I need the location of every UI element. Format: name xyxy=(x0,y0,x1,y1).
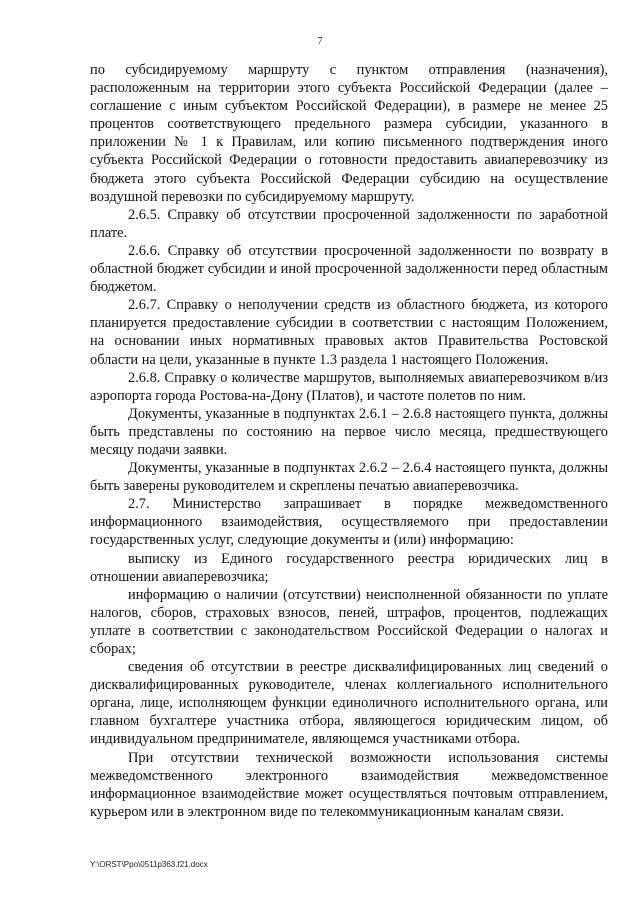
paragraph: 2.7. Министерство запрашивает в порядке межведомственного информационного взаимодействия, осуществляемого при предоставлении государственных услуг, следующие документы и (или) информацию: xyxy=(90,496,608,549)
paragraph: Документы, указанные в подпунктах 2.6.2 – 2.6.4 настоящего пункта, должны быть заверены руководителем и скреплены печатью авиаперевозчика. xyxy=(90,460,608,495)
paragraph: выписку из Единого государственного реестра юридических лиц в отношении авиаперевозчика; xyxy=(90,550,608,585)
paragraph: 2.6.6. Справку об отсутствии просроченной задолженности по возврату в областной бюджет субсидии и иной просроченной задолженности перед областным бюджетом. xyxy=(90,242,608,296)
paragraph: 2.6.8. Справку о количестве маршрутов, выполняемых авиаперевозчиком в/из аэропорта города Ростова-на-Дону (Платов), и частоте полетов по ним. xyxy=(90,369,608,404)
paragraph: Документы, указанные в подпунктах 2.6.1 – 2.6.8 настоящего пункта, должны быть представлены по состоянию на первое число месяца, предшествующего месяцу подачи заявки. xyxy=(90,405,608,458)
paragraph: информацию о наличии (отсутствии) неисполненной обязанности по уплате налогов, сборов, страховых взносов, пеней, штрафов, процентов, подлежащих уплате в соответствии с законодательством Российской Федерации о налогах и сборах; xyxy=(90,586,608,657)
paragraph: При отсутствии технической возможности использования системы межведомственного электронного взаимодействия межведомственное информационное взаимодействие может осуществляться почтовым отправлением, курьером или в электронном виде по телекоммуникационным каналам связи. xyxy=(90,749,608,820)
page-number: 7 xyxy=(317,36,323,47)
paragraph: по субсидируемому маршруту с пунктом отправления (назначения), расположенным на территории этого субъекта Российской Федерации (далее – соглашение с иным субъектом Российской Федерации), в размере не менее 25 процентов соответствующего предельного размера субсидии, указанного в приложении № 1 к Правилам, или копию письменного подтверждения иного субъекта Российской Федерации о готовности предоставить авиаперевозчику из бюджета этого субъекта Российской Федерации субсидию на осуществление воздушной перевозки по субсидируемому маршруту. xyxy=(90,62,608,205)
paragraph: 2.6.7. Справку о неполучении средств из областного бюджета, из которого планируется предоставление субсидии в соответствии с настоящим Положением, на основании иных нормативных правовых актов Правительства Ростовской области на цели, указанные в пункте 1.3 раздела 1 настоящего Положения. xyxy=(90,297,608,368)
file-path-footer: Y:\ORST\Ppo\0511p363.f21.docx xyxy=(90,860,208,869)
document-body xyxy=(90,61,608,821)
paragraph: сведения об отсутствии в реестре дисквалифицированных лиц сведений о дисквалифицированных руководителе, членах коллегиального исполнительного органа, лице, исполняющем функции единоличного исполнительного органа, или главном бухгалтере участника отбора, являющегося юридическим лицом, об индивидуальном предпринимателе, являющемся участниками отбора. xyxy=(90,659,608,748)
paragraph: 2.6.5. Справку об отсутствии просроченной задолженности по заработной плате. xyxy=(90,206,608,241)
